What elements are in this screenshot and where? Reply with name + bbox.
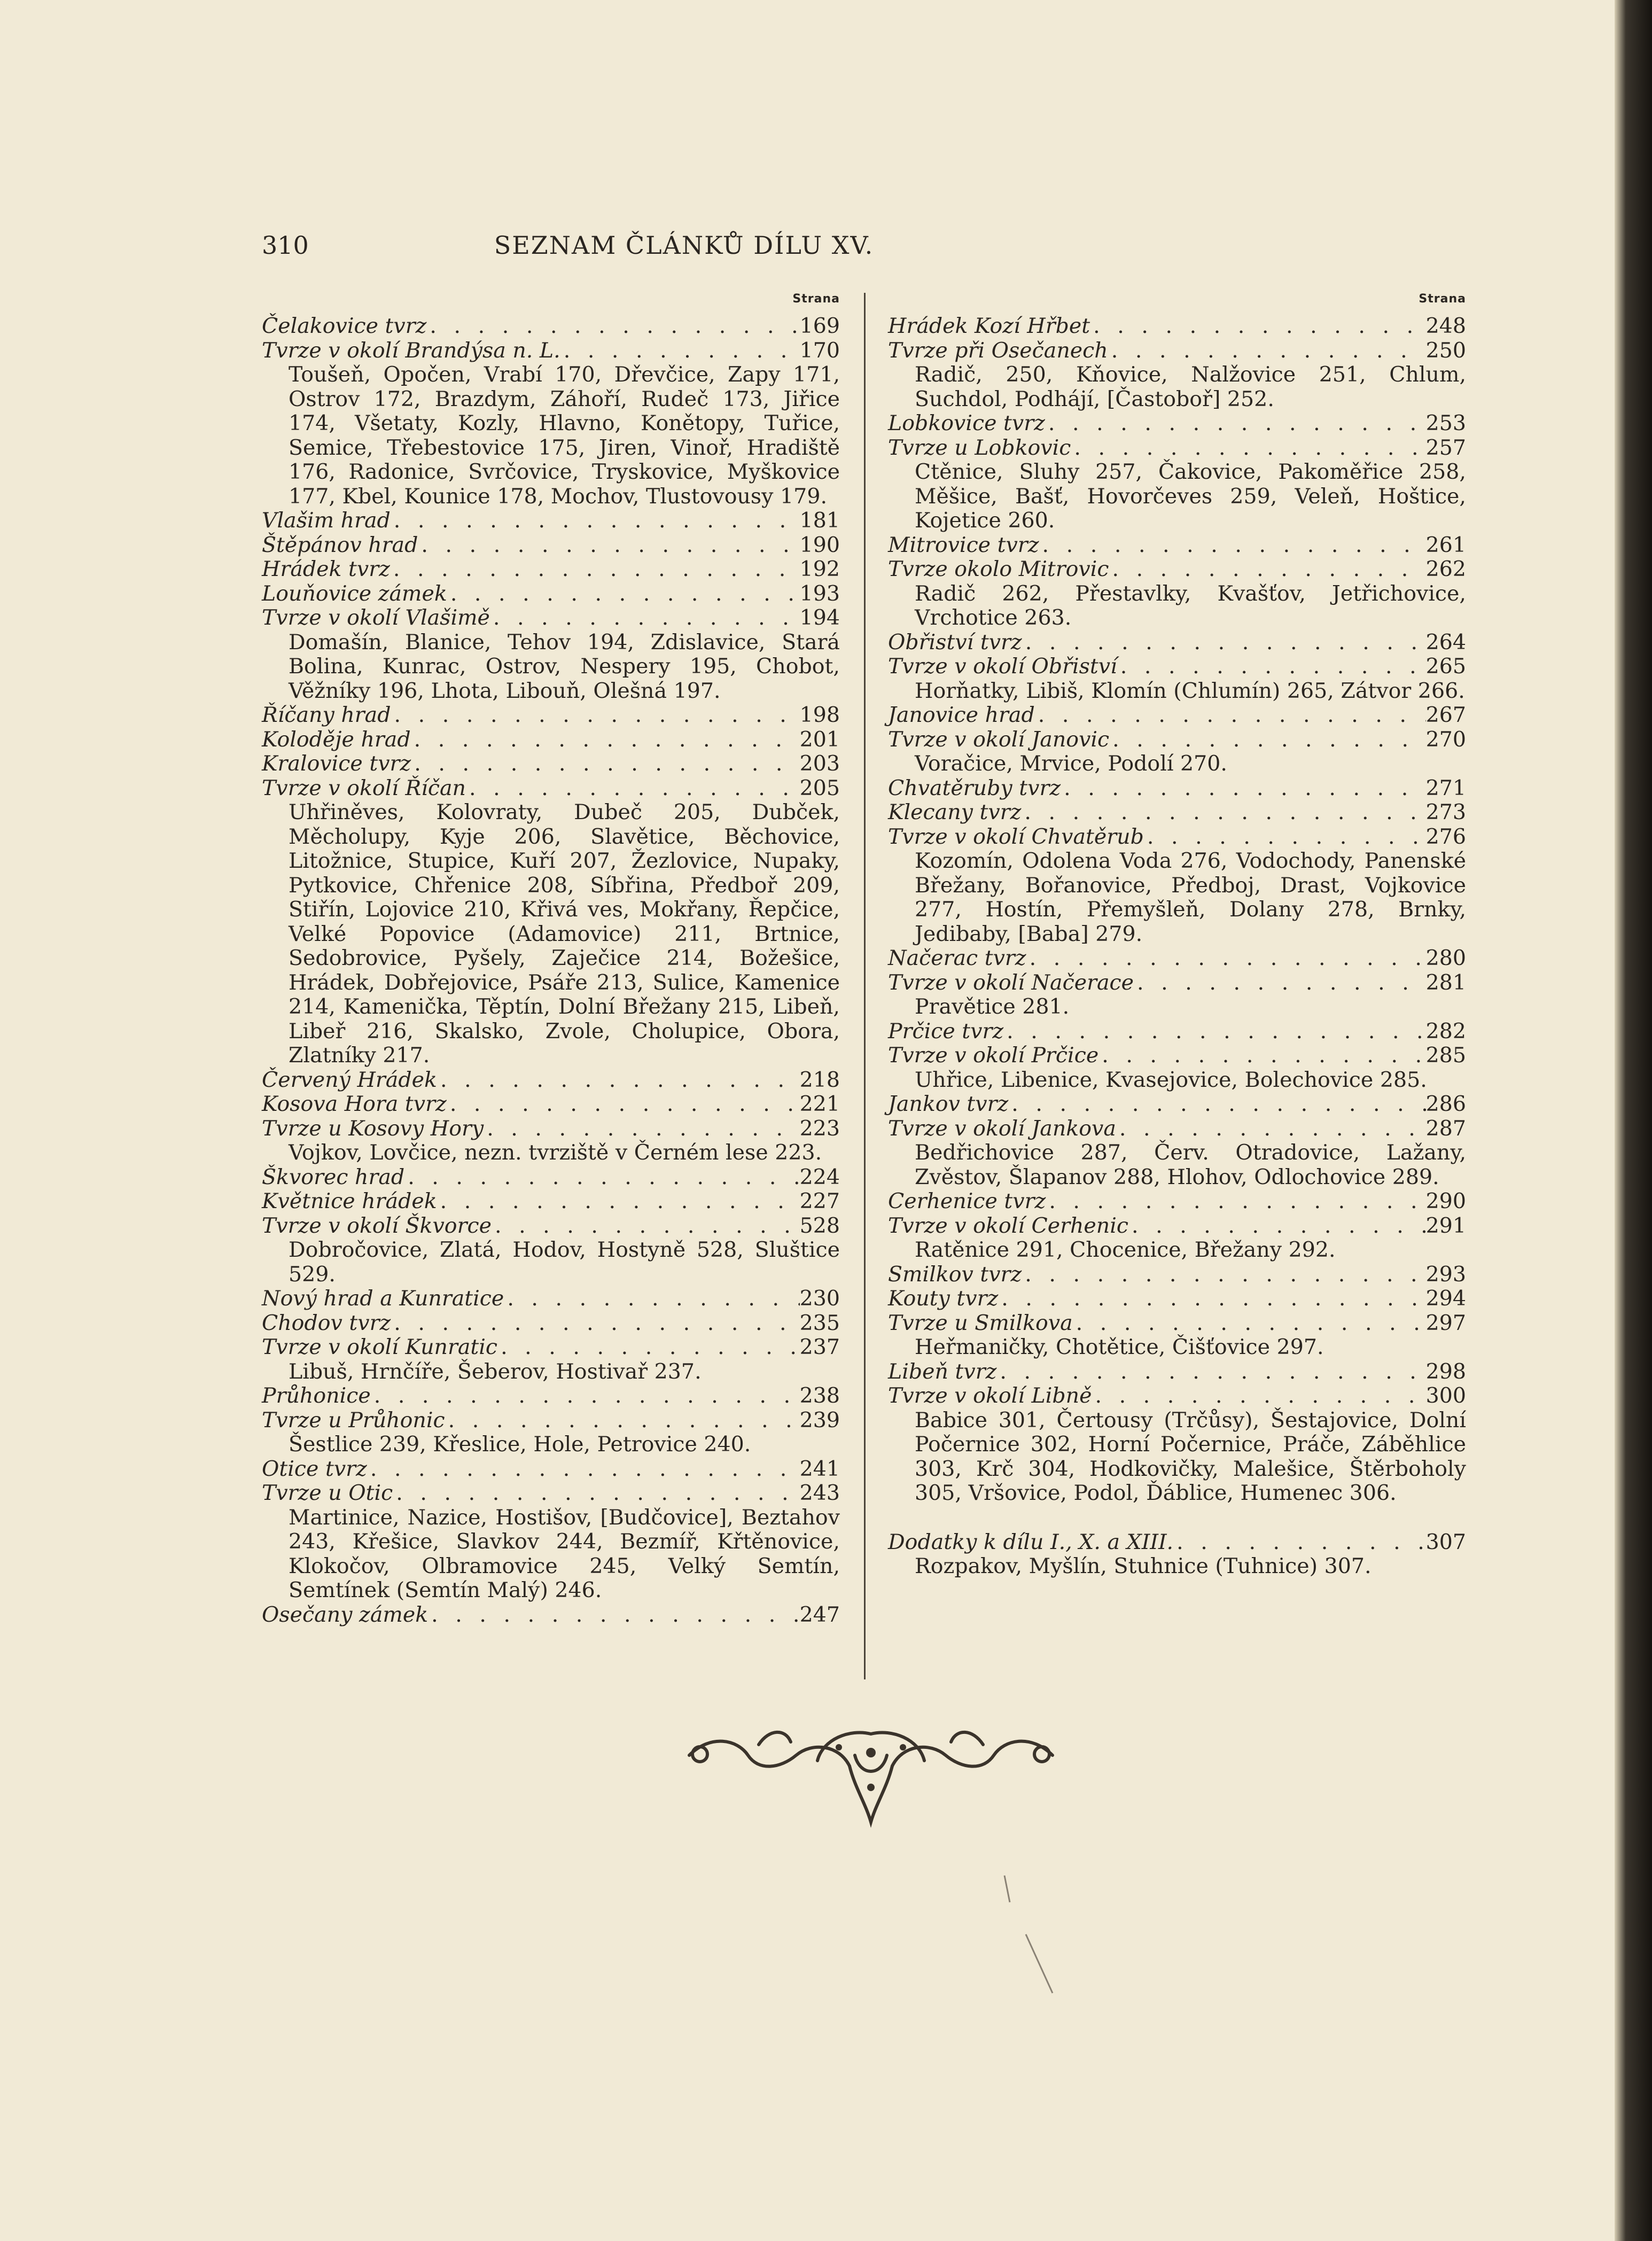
toc-entry-line xyxy=(262,1603,840,1628)
toc-entry-title: Tvrze v okolí Libně xyxy=(888,1383,1092,1408)
toc-entry-page: 235 xyxy=(799,1310,840,1335)
toc-entry-line xyxy=(888,1384,1466,1409)
toc-entry-line xyxy=(888,1530,1466,1555)
toc-entry xyxy=(888,631,1466,655)
toc-entry-line xyxy=(262,1335,840,1360)
toc-entry-title: Otice tvrz xyxy=(262,1456,367,1481)
dot-leader xyxy=(393,1481,799,1506)
dot-leader xyxy=(367,1457,800,1482)
toc-entry-page: 291 xyxy=(1425,1213,1466,1238)
toc-entry xyxy=(262,776,840,1068)
toc-entry-page: 237 xyxy=(799,1335,840,1359)
toc-entry-title: Čelakovice tvrz xyxy=(262,314,427,338)
toc-entry xyxy=(262,1481,840,1603)
toc-entry-line xyxy=(888,1360,1466,1384)
dot-leader xyxy=(1046,1189,1425,1214)
toc-entry-detail: Uhřice, Libenice, Kvasejovice, Bolechovice 285. xyxy=(915,1067,1427,1092)
toc-entry-line xyxy=(262,339,840,363)
toc-entry xyxy=(888,1044,1466,1092)
toc-entry-title: Nový hrad a Kunratice xyxy=(262,1286,504,1311)
toc-entry xyxy=(888,1263,1466,1287)
dot-leader xyxy=(466,776,800,801)
toc-entry-title: Hrádek tvrz xyxy=(262,557,390,581)
toc-entry-line xyxy=(888,339,1466,363)
dot-leader xyxy=(426,314,799,339)
toc-entry-page: 273 xyxy=(1425,800,1466,824)
toc-entry xyxy=(262,1603,840,1628)
toc-entry-page: 190 xyxy=(799,532,840,557)
dot-leader xyxy=(1003,1020,1425,1044)
toc-entry-page: 243 xyxy=(799,1481,840,1505)
toc-entry-line xyxy=(888,1214,1466,1239)
toc-entry-page: 281 xyxy=(1425,970,1466,995)
dot-leader xyxy=(1098,1044,1425,1068)
toc-entry-title: Prčice tvrz xyxy=(888,1018,1004,1044)
dot-leader xyxy=(1022,1263,1425,1287)
toc-entry-line xyxy=(262,1117,840,1141)
toc-entry xyxy=(262,509,840,533)
toc-entry xyxy=(888,1020,1466,1044)
toc-entry-page: 241 xyxy=(799,1456,840,1481)
toc-entry xyxy=(888,703,1466,728)
toc-entry-page: 282 xyxy=(1425,1018,1466,1044)
toc-entry-line xyxy=(888,1189,1466,1214)
toc-entry-title: Tvrze v okolí Načerace xyxy=(888,970,1134,995)
right-column xyxy=(888,293,1466,1579)
column-divider xyxy=(864,293,866,1679)
toc-entry-line xyxy=(262,606,840,631)
toc-entry-page: 265 xyxy=(1425,654,1466,679)
toc-entry xyxy=(262,1068,840,1093)
toc-entry-line xyxy=(888,655,1466,679)
toc-entry-page: 198 xyxy=(799,703,840,727)
toc-entry-line xyxy=(262,509,840,533)
toc-entry-page: 307 xyxy=(1425,1529,1466,1554)
toc-entry xyxy=(262,557,840,582)
toc-entry-page: 239 xyxy=(799,1407,840,1433)
toc-entry-page: 285 xyxy=(1425,1043,1466,1068)
dot-leader xyxy=(1026,946,1426,971)
toc-entry-title: Tvrze v okolí Škvorce xyxy=(262,1213,492,1238)
dot-leader xyxy=(1092,1384,1425,1409)
toc-entry-title: Tvrze v okolí Brandýsa n. L. xyxy=(262,338,560,363)
toc-entry-title: Štěpánov hrad xyxy=(262,532,418,557)
toc-entry-title: Tvrze v okolí Obřiství xyxy=(888,654,1117,679)
toc-entry-page: 294 xyxy=(1425,1286,1466,1311)
dot-leader xyxy=(1173,1530,1425,1555)
toc-entry xyxy=(888,1189,1466,1214)
toc-entry xyxy=(262,752,840,776)
dot-leader xyxy=(391,509,800,533)
toc-entry-page: 248 xyxy=(1425,314,1466,338)
toc-entry-detail: Ctěnice, Sluhy 257, Čakovice, Pakoměřice 258, Měšice, Bašť, Hovorčeves 259, Veleň, Hoštice, Kojetice 260. xyxy=(915,460,1466,533)
toc-entry-title: Chodov tvrz xyxy=(262,1310,391,1335)
toc-entry-title: Tvrze v okolí Prčice xyxy=(888,1043,1099,1068)
toc-entry-detail: Kozomín, Odolena Voda 276, Vodochody, Panenské Břežany, Bořanovice, Předboj, Drast, Vojkovice 277, Hostín, Přemyšleň, Dolany 278, Brnky, Jedibaby, [Baba] 279. xyxy=(915,849,1466,946)
toc-entry-line xyxy=(888,1287,1466,1311)
toc-entry-detail: Šestlice 239, Křeslice, Hole, Petrovice 240. xyxy=(289,1432,751,1457)
toc-entry-title: Jankov tvrz xyxy=(888,1092,1009,1116)
column-label: Strana xyxy=(792,292,840,306)
toc-entry-title: Chvatěruby tvrz xyxy=(888,775,1061,800)
toc-entry-title: Dodatky k dílu I., X. a XIII. xyxy=(888,1529,1174,1554)
toc-entry xyxy=(888,314,1466,339)
toc-entry-page: 230 xyxy=(799,1286,840,1311)
dot-leader xyxy=(391,703,800,728)
toc-entry xyxy=(262,703,840,728)
toc-entry-page: 203 xyxy=(799,751,840,776)
dot-leader xyxy=(437,1068,800,1093)
toc-entry-page: 250 xyxy=(1425,338,1466,363)
toc-entry-title: Koloděje hrad xyxy=(262,727,411,752)
toc-entry-title: Tvrze u Průhonic xyxy=(262,1407,445,1433)
toc-entry-line xyxy=(262,1311,840,1336)
toc-entry-title: Tvrze okolo Mitrovic xyxy=(888,557,1109,581)
section-gap xyxy=(888,1506,1466,1530)
toc-entry xyxy=(262,1335,840,1384)
dot-leader xyxy=(1109,557,1425,582)
toc-entry-line xyxy=(262,1384,840,1409)
decorative-vignette xyxy=(679,1723,1063,1830)
toc-entry-title: Janovice hrad xyxy=(888,703,1035,727)
toc-entry-line xyxy=(888,411,1466,436)
toc-entry-page: 257 xyxy=(1425,435,1466,460)
toc-entry-detail: Bedřichovice 287, Červ. Otradovice, Lažany, Zvěstov, Šlapanov 288, Hlohov, Odlochovice 289. xyxy=(915,1140,1466,1189)
toc-entry-title: Mitrovice tvrz xyxy=(888,532,1039,557)
toc-entry-title: Cerhenice tvrz xyxy=(888,1189,1046,1213)
toc-entry-page: 261 xyxy=(1425,532,1466,557)
dot-leader xyxy=(1035,703,1426,728)
toc-entry-page: 286 xyxy=(1425,1092,1466,1116)
toc-entry-line xyxy=(262,582,840,606)
toc-entry-title: Červený Hrádek xyxy=(262,1067,437,1092)
toc-entry xyxy=(262,1311,840,1336)
toc-entry-title: Průhonice xyxy=(262,1383,371,1408)
toc-entry-detail: Ratěnice 291, Chocenice, Břežany 292. xyxy=(915,1238,1336,1262)
toc-entry-title: Klecany tvrz xyxy=(888,800,1022,824)
toc-entry-page: 170 xyxy=(799,338,840,363)
dot-leader xyxy=(497,1335,800,1360)
toc-entry-line xyxy=(888,436,1466,461)
toc-entry-title: Tvrze u Otic xyxy=(262,1481,393,1505)
dot-leader xyxy=(560,339,800,363)
toc-entry-title: Smilkov tvrz xyxy=(888,1262,1022,1287)
toc-entry-line xyxy=(262,776,840,801)
dot-leader xyxy=(492,1214,800,1239)
toc-entry-line xyxy=(262,314,840,339)
toc-entry-title: Tvrze v okolí Chvatěrub xyxy=(888,824,1144,849)
book-spine-shadow xyxy=(1615,0,1652,2241)
toc-entry-line xyxy=(262,533,840,558)
toc-entry xyxy=(262,314,840,339)
dot-leader xyxy=(1008,1092,1425,1117)
toc-entry xyxy=(262,533,840,558)
toc-entry xyxy=(262,1117,840,1165)
toc-entry-page: 224 xyxy=(799,1164,840,1189)
dot-leader xyxy=(1134,971,1426,995)
toc-entry xyxy=(888,946,1466,971)
toc-entry-title: Tvrze u Lobkovic xyxy=(888,435,1071,460)
toc-entry-line xyxy=(888,776,1466,801)
dot-leader xyxy=(1090,314,1425,339)
toc-entry-line xyxy=(262,752,840,776)
toc-entry-title: Květnice hrádek xyxy=(262,1189,437,1213)
toc-entry-page: 247 xyxy=(799,1602,840,1627)
toc-entry xyxy=(888,436,1466,533)
dot-leader xyxy=(996,1360,1425,1384)
toc-entry-detail: Radič, 250, Kňovice, Nalžovice 251, Chlum, Suchdol, Podhájí, [Častoboř] 252. xyxy=(915,362,1466,411)
dot-leader xyxy=(371,1384,800,1409)
toc-entry xyxy=(888,1311,1466,1360)
toc-entry-detail: Rozpakov, Myšlín, Stuhnice (Tuhnice) 307. xyxy=(915,1554,1372,1578)
toc-entry-line xyxy=(888,971,1466,995)
dot-leader xyxy=(490,606,800,631)
dot-leader xyxy=(1021,800,1425,825)
dot-leader xyxy=(484,1117,799,1141)
toc-entry-page: 238 xyxy=(799,1383,840,1408)
page-number: 310 xyxy=(262,231,309,260)
toc-entry-detail: Vojkov, Lovčice, nezn. tvrziště v Černém lese 223. xyxy=(289,1140,822,1165)
toc-entry-title: Tvrze v okolí Jankova xyxy=(888,1116,1116,1141)
toc-entry-page: 528 xyxy=(799,1213,840,1238)
dot-leader xyxy=(1073,1311,1426,1336)
toc-entry xyxy=(888,1530,1466,1579)
toc-entry-title: Škvorec hrad xyxy=(262,1164,405,1189)
toc-entry xyxy=(262,1287,840,1311)
dot-leader xyxy=(411,752,799,776)
toc-entry-title: Osečany zámek xyxy=(262,1602,428,1627)
toc-entry-title: Lobkovice tvrz xyxy=(888,411,1045,435)
toc-entry-detail: Dobročovice, Zlatá, Hodov, Hostyně 528, Sluštice 529. xyxy=(289,1238,840,1287)
dot-leader xyxy=(1109,728,1425,752)
page-mark xyxy=(994,1870,1079,2020)
toc-entry-page: 300 xyxy=(1425,1383,1466,1408)
toc-entry xyxy=(888,1384,1466,1506)
dot-leader xyxy=(1108,339,1426,363)
toc-entry xyxy=(888,557,1466,631)
toc-entry-line xyxy=(888,557,1466,582)
toc-entry xyxy=(262,606,840,703)
toc-entry-page: 194 xyxy=(799,605,840,630)
toc-entry-detail: Martinice, Nazice, Hostišov, [Budčovice], Beztahov 243, Křešice, Slavkov 244, Bezmíř, Křtěnovice, Klokočov, Olbramovice 245, Velký Semtín, Semtínek (Semtín Malý) 246. xyxy=(289,1505,840,1602)
dot-leader xyxy=(504,1287,799,1311)
toc-entry-page: 169 xyxy=(799,314,840,338)
toc-entry-title: Tvrze v okolí Říčan xyxy=(262,775,466,800)
toc-entry xyxy=(888,1117,1466,1190)
toc-entry-line xyxy=(262,1287,840,1311)
toc-entry xyxy=(888,339,1466,412)
toc-entry-line xyxy=(262,703,840,728)
toc-entry xyxy=(262,1214,840,1287)
toc-entry-title: Obřiství tvrz xyxy=(888,629,1022,655)
toc-entry-page: 293 xyxy=(1425,1262,1466,1287)
toc-entry xyxy=(262,1457,840,1482)
toc-entry-page: 221 xyxy=(799,1092,840,1116)
toc-entry-line xyxy=(262,728,840,752)
toc-entry-page: 298 xyxy=(1425,1359,1466,1384)
toc-entry-page: 297 xyxy=(1425,1310,1466,1335)
toc-entry-line xyxy=(888,533,1466,558)
dot-leader xyxy=(1071,436,1425,461)
toc-entry-page: 262 xyxy=(1425,557,1466,581)
toc-entry-title: Libeň tvrz xyxy=(888,1359,997,1384)
toc-entry-page: 218 xyxy=(799,1067,840,1092)
toc-entry-title: Tvrze u Kosovy Hory xyxy=(262,1116,484,1141)
toc-entry-title: Tvrze v okolí Kunratic xyxy=(262,1335,498,1359)
toc-entry-detail: Libuš, Hrnčíře, Šeberov, Hostivař 237. xyxy=(289,1359,702,1384)
toc-entry-title: Tvrze u Smilkova xyxy=(888,1310,1073,1335)
toc-entry-detail: Heřmaničky, Chotětice, Čišťovice 297. xyxy=(915,1335,1324,1359)
toc-entry-title: Tvrze v okolí Cerhenic xyxy=(888,1213,1128,1238)
toc-entry-page: 201 xyxy=(799,727,840,752)
toc-entry-line xyxy=(888,314,1466,339)
toc-entry xyxy=(888,655,1466,703)
toc-entry xyxy=(888,971,1466,1020)
toc-entry-line xyxy=(262,1068,840,1093)
toc-entry-page: 205 xyxy=(799,775,840,800)
toc-entry-detail: Horňatky, Libiš, Klomín (Chlumín) 265, Zátvor 266. xyxy=(915,678,1465,703)
toc-entry xyxy=(888,1214,1466,1263)
toc-entry-line xyxy=(888,728,1466,752)
toc-entry-line xyxy=(888,631,1466,655)
toc-entry xyxy=(262,1092,840,1117)
column-label: Strana xyxy=(1419,292,1466,306)
dot-leader xyxy=(998,1287,1425,1311)
toc-entry-line xyxy=(262,1189,840,1214)
toc-entry-page: 227 xyxy=(799,1189,840,1213)
dot-leader xyxy=(1022,631,1426,655)
toc-entry-title: Louňovice zámek xyxy=(262,581,447,606)
toc-entry xyxy=(888,411,1466,436)
dot-leader xyxy=(1045,411,1426,436)
toc-entry-title: Kouty tvrz xyxy=(888,1286,999,1311)
toc-entry-detail: Babice 301, Čertousy (Trčůsy), Šestajovice, Dolní Počernice 302, Horní Počernice, Práče, Záběhlice 303, Krč 304, Hodkovičky, Malešice, Štěrboholy 305, Vršovice, Podol, Ďáblice, Humenec 306. xyxy=(915,1407,1466,1505)
toc-entry-line xyxy=(888,703,1466,728)
toc-entry-detail: Toušeň, Opočen, Vrabí 170, Dřevčice, Zapy 171, Ostrov 172, Brazdym, Záhoří, Rudeč 173, Jiřice 174, Všetaty, Kozly, Hlavno, Konětopy, Tuřice, Semice, Třebestovice 175, Jiren, Vinoř, Hradiště 176, Radonice, Svrčovice, Tryskovice, Myškovice 177, Kbel, Kounice 178, Mochov, Tlustovousy 179. xyxy=(289,362,840,509)
dot-leader xyxy=(1039,533,1426,558)
dot-leader xyxy=(1144,825,1426,850)
dot-leader xyxy=(390,557,800,582)
toc-entry-title: Kralovice tvrz xyxy=(262,751,411,776)
toc-entry xyxy=(262,1384,840,1409)
toc-entry-line xyxy=(262,557,840,582)
dot-leader xyxy=(428,1603,799,1628)
toc-entry-title: Říčany hrad xyxy=(262,703,391,727)
dot-leader xyxy=(418,533,799,558)
toc-entry-page: 271 xyxy=(1425,775,1466,800)
toc-entry xyxy=(262,582,840,606)
dot-leader xyxy=(411,728,800,752)
toc-entry xyxy=(888,800,1466,825)
toc-entry-page: 287 xyxy=(1425,1116,1466,1141)
toc-entry-line xyxy=(888,1020,1466,1044)
toc-entry-page: 280 xyxy=(1425,946,1466,970)
toc-entry xyxy=(262,1409,840,1457)
toc-entry-page: 264 xyxy=(1425,629,1466,655)
toc-entry-line xyxy=(888,1044,1466,1068)
dot-leader xyxy=(447,582,800,606)
dot-leader xyxy=(437,1189,800,1214)
toc-entry-line xyxy=(262,1214,840,1239)
toc-entry-page: 193 xyxy=(799,581,840,606)
left-column xyxy=(262,293,840,1627)
toc-entry xyxy=(262,1165,840,1190)
toc-entry-title: Načerac tvrz xyxy=(888,946,1026,970)
dot-leader xyxy=(1128,1214,1426,1239)
toc-entry xyxy=(888,1360,1466,1384)
toc-entry-title: Tvrze při Osečanech xyxy=(888,338,1108,363)
toc-entry xyxy=(262,1189,840,1214)
dot-leader xyxy=(447,1092,800,1117)
toc-entry-line xyxy=(888,825,1466,850)
toc-entry-line xyxy=(888,800,1466,825)
toc-entry-page: 270 xyxy=(1425,727,1466,752)
toc-entry xyxy=(888,1092,1466,1117)
dot-leader xyxy=(404,1165,799,1190)
dot-leader xyxy=(445,1409,800,1433)
toc-entry-line xyxy=(262,1409,840,1433)
toc-entry-title: Tvrze v okolí Janovic xyxy=(888,727,1110,752)
toc-entry-page: 253 xyxy=(1425,411,1466,435)
toc-entry xyxy=(262,339,840,509)
toc-entry-line xyxy=(888,946,1466,971)
toc-entry xyxy=(888,776,1466,801)
dot-leader xyxy=(391,1311,799,1336)
page-header xyxy=(262,231,1106,268)
toc-entry-page: 267 xyxy=(1425,703,1466,727)
toc-entry-line xyxy=(262,1457,840,1482)
toc-entry-detail: Radič 262, Přestavlky, Kvašťov, Jetřichovice, Vrchotice 263. xyxy=(915,581,1466,630)
toc-entry-page: 192 xyxy=(799,557,840,581)
toc-entry-detail: Domašín, Blanice, Tehov 194, Zdislavice, Stará Bolina, Kunrac, Ostrov, Nespery 195, Chobot, Věžníky 196, Lhota, Libouň, Olešná 197. xyxy=(289,629,840,703)
toc-entry xyxy=(888,825,1466,947)
toc-entry-detail: Voračice, Mrvice, Podolí 270. xyxy=(915,751,1227,776)
toc-entry xyxy=(888,1287,1466,1311)
toc-entry-line xyxy=(888,1311,1466,1336)
dot-leader xyxy=(1116,1117,1426,1141)
toc-entry xyxy=(888,728,1466,776)
toc-entry-line xyxy=(262,1481,840,1506)
dot-leader xyxy=(1117,655,1426,679)
toc-entry-page: 181 xyxy=(799,508,840,533)
toc-entry-line xyxy=(888,1117,1466,1141)
toc-entry-page: 290 xyxy=(1425,1189,1466,1213)
toc-entry-line xyxy=(262,1092,840,1117)
toc-entry-line xyxy=(262,1165,840,1190)
toc-entry-line xyxy=(888,1263,1466,1287)
toc-entry-title: Tvrze v okolí Vlašimě xyxy=(262,605,490,630)
toc-entry-detail: Pravětice 281. xyxy=(915,994,1070,1019)
toc-entry xyxy=(262,728,840,752)
toc-entry-detail: Uhřiněves, Kolovraty, Dubeč 205, Dubček, Měcholupy, Kyje 206, Slavětice, Běchovice, Litožnice, Stupice, Kuří 207, Žezlovice, Nupaky, Pytkovice, Chřenice 208, Síbřina, Předboř 209, Stiřín, Lojovice 210, Křivá ves, Mokřany, Řepčice, Velké Popovice (Adamovice) 211, Brtnice, Sedobrovice, Pyšely, Zaječice 214, Božešice, Hrádek, Dobřejovice, Psáře 213, Sulice, Kamenice 214, Kamenička, Těptín, Dolní Břežany 215, Libeň, Libeř 216, Skalsko, Zvole, Cholupice, Obora, Zlatníky 217. xyxy=(289,800,840,1068)
toc-entry-line xyxy=(888,1092,1466,1117)
dot-leader xyxy=(1061,776,1425,801)
toc-entry xyxy=(888,533,1466,558)
toc-entry-title: Hrádek Kozí Hřbet xyxy=(888,314,1090,338)
toc-entry-title: Vlašim hrad xyxy=(262,508,391,533)
toc-entry-title: Kosova Hora tvrz xyxy=(262,1092,447,1116)
toc-entry-page: 223 xyxy=(799,1116,840,1141)
toc-entry-page: 276 xyxy=(1425,824,1466,849)
page-title: SEZNAM ČLÁNKŮ DÍLU XV. xyxy=(494,231,874,260)
